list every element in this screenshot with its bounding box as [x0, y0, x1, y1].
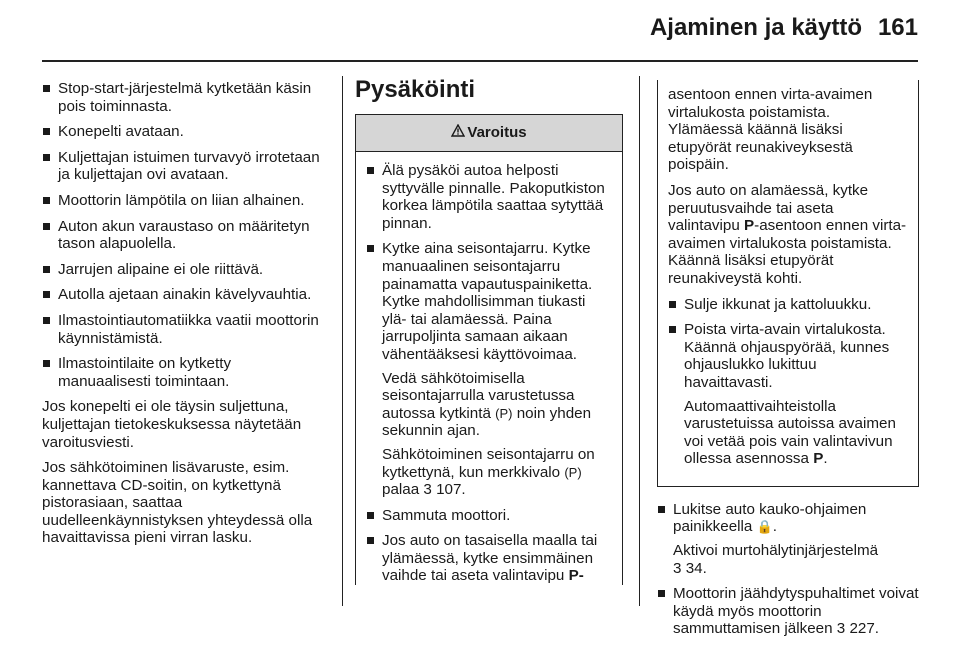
- page-header: [0, 0, 960, 62]
- list-item: Poista virta-avain virtalukosta. Käännä ohjauspyörää, kunnes ohjauslukko lukittuu havaittavasti. Automaattivaihteistolla varustetuissa autoissa avaimen voi vetää pois vain valintavivun ollessa asennossa P.: [668, 321, 909, 468]
- list-item: Jos auto on tasaisella maalla tai ylämäessä, kytke ensimmäinen vaihde tai aseta valintavipu P-: [366, 532, 612, 585]
- paragraph: Sähkötoiminen seisontajarru on kytkettynä, kun merkkivalo (P) palaa 3 107.: [382, 445, 595, 499]
- page-reference[interactable]: 227.: [849, 620, 880, 638]
- list-item: Lukitse auto kauko-ohjaimen painikkeella 🔒. Aktivoi murtohälytinjärjestelmä 3 34.: [657, 501, 919, 577]
- list-item: Moottorin jäähdytyspuhaltimet voivat käydä myös moottorin sammuttamisen jälkeen 3 227.: [657, 585, 919, 638]
- list-item: Sammuta moottori.: [366, 507, 612, 525]
- warning-header: [356, 115, 622, 152]
- reference-icon: 3: [423, 481, 432, 499]
- list-item: Ilmastointilaite on kytketty manuaalisesti toimintaan.: [42, 355, 328, 390]
- list-item: Autolla ajetaan ainakin kävelyvauhtia.: [42, 286, 328, 304]
- list-item: Kuljettajan istuimen turvavyö irrotetaan ja kuljettajan ovi avataan.: [42, 149, 328, 184]
- paragraph: Aktivoi murtohälytinjärjestelmä 3 34.: [673, 542, 879, 577]
- paragraph: asentoon ennen virta-avaimen virtalukosta poistamista. Ylämäessä käännä lisäksi etupyörät reunakiveyksestä poispäin.: [668, 86, 873, 174]
- warning-box-continued: [657, 80, 919, 487]
- list-item: Kytke aina seisontajarru. Kytke manuaalinen seisontajarru painamatta vapautuspainiketta. Kytke mahdollisimman tiukasti ylä- tai alamäessä. Paina jarrupoljinta samaan aikaan vähentääksesi käyttövoimaa. Vedä sähkötoimisella seisontajarrulla varustetussa autossa kytkintä (P) noin yhden sekunnin ajan. Sähkötoiminen seisontajarru on kytkettynä, kun merkkivalo (P) palaa 3 107.: [366, 240, 612, 498]
- page-reference[interactable]: 107.: [436, 481, 466, 499]
- lock-icon: 🔒: [756, 519, 773, 535]
- warning-box: [355, 114, 623, 585]
- list-item: Konepelti avataan.: [42, 123, 328, 141]
- page-number: 161: [877, 14, 918, 41]
- paragraph: Jos konepelti ei ole täysin suljettuna, kuljettajan tietokeskuksessa näytetään varoitusviesti.: [42, 398, 302, 451]
- list-item: Älä pysäköi autoa helposti syttyvälle pinnalle. Pakoputkiston korkea lämpötila saattaa sytyttää pinnan.: [366, 162, 612, 232]
- paragraph: Jos auto on alamäessä, kytke peruutusvaihde tai aseta valintavipu P-asentoon ennen virta-avaimen virtalukosta poistamista. Käännä lisäksi etupyörät reunakiveystä kohti.: [668, 181, 907, 287]
- reference-icon: 3: [673, 559, 682, 577]
- column-divider-1: [342, 76, 343, 606]
- warning-label: Varoitus: [467, 124, 527, 142]
- paragraph: Automaattivaihteistolla varustetuissa autoissa avaimen voi vetää pois vain valintavivun ollessa asennossa P.: [684, 397, 896, 468]
- column-1: [42, 80, 328, 555]
- paragraph: Jos sähkötoiminen lisävaruste, esim. kannettava CD-soitin, on kytkettynä pistorasiaan, saattaa uudelleenkäynnistyksen yhteydessä olla havaittavissa pieni virran lasku.: [42, 459, 313, 547]
- column-2: [355, 76, 623, 589]
- list-item: Auton akun varaustaso on määritetyn tason alapuolella.: [42, 218, 328, 253]
- chapter-title: Ajaminen ja käyttö: [649, 14, 862, 41]
- column-3: [657, 80, 919, 646]
- warning-body: [356, 152, 622, 585]
- reference-icon: 3: [836, 620, 846, 638]
- column-divider-2: [639, 76, 640, 606]
- warning-triangle-icon: [451, 124, 465, 142]
- parking-brake-icon: (P): [495, 405, 513, 421]
- parking-brake-icon: (P): [564, 464, 582, 480]
- list-item: Stop-start-järjestelmä kytketään käsin pois toiminnasta.: [42, 80, 328, 115]
- header-divider: [42, 60, 918, 62]
- section-title: Pysäköinti: [355, 76, 476, 103]
- paragraph: Vedä sähkötoimisella seisontajarrulla varustetussa autossa kytkintä (P) noin yhden sekunnin ajan.: [382, 369, 592, 440]
- list-item: Sulje ikkunat ja kattoluukku.: [668, 296, 909, 314]
- list-item: Ilmastointiautomatiikka vaatii moottorin käynnistämistä.: [42, 312, 328, 347]
- list-item: Moottorin lämpötila on liian alhainen.: [42, 192, 328, 210]
- page-reference[interactable]: 34.: [685, 559, 707, 577]
- list-item: Jarrujen alipaine ei ole riittävä.: [42, 261, 328, 279]
